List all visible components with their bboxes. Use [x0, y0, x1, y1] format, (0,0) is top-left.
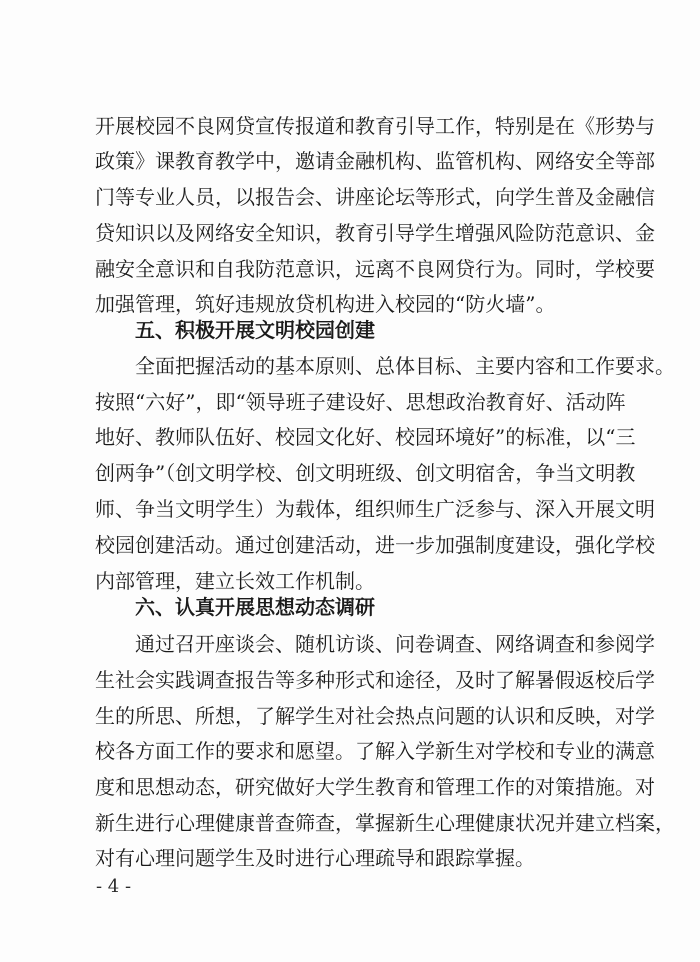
paragraph-line: 创两争”（创文明学校、创文明班级、创文明宿舍，争当文明教 — [95, 461, 636, 485]
page-number: - 4 - — [96, 876, 132, 897]
paragraph-line: 对有心理问题学生及时进行心理疏导和跟踪掌握。 — [95, 846, 535, 870]
paragraph-line: 校园创建活动。通过创建活动，进一步加强制度建设，强化学校 — [95, 533, 655, 557]
paragraph-line: 地好、教师队伍好、校园文化好、校园环境好”的标准，以“三 — [95, 425, 636, 449]
paragraph-line: 融安全意识和自我防范意识，远离不良网贷行为。同时，学校要 — [95, 257, 655, 281]
paragraph-line: 按照“六好”，即“领导班子建设好、思想政治教育好、活动阵 — [95, 390, 626, 414]
paragraph-line: 政策》课教育教学中，邀请金融机构、监管机构、网络安全等部 — [95, 149, 655, 173]
paragraph-line: 内部管理，建立长效工作机制。 — [95, 569, 375, 593]
paragraph-line: 新生进行心理健康普查筛查，掌握新生心理健康状况并建立档案， — [95, 811, 675, 835]
paragraph-line: 生的所思、所想，了解学生对社会热点问题的认识和反映，对学 — [95, 704, 655, 728]
paragraph-line: 校各方面工作的要求和愿望。了解入学新生对学校和专业的满意 — [95, 739, 655, 763]
section-heading: 六、认真开展思想动态调研 — [135, 595, 375, 619]
paragraph-line: 通过召开座谈会、随机访谈、问卷调查、网络调查和参阅学 — [135, 632, 655, 656]
paragraph-line: 加强管理，筑好违规放贷机构进入校园的“防火墙”。 — [95, 292, 556, 316]
paragraph-line: 全面把握活动的基本原则、总体目标、主要内容和工作要求。 — [135, 354, 675, 378]
paragraph-line: 门等专业人员，以报告会、讲座论坛等形式，向学生普及金融信 — [95, 185, 655, 209]
paragraph-line: 生社会实践调查报告等多种形式和途径，及时了解暑假返校后学 — [95, 668, 655, 692]
paragraph-line: 师、争当文明学生）为载体，组织师生广泛参与、深入开展文明 — [95, 497, 655, 521]
paragraph-line: 开展校园不良网贷宣传报道和教育引导工作，特别是在《形势与 — [95, 114, 655, 138]
section-heading: 五、积极开展文明校园创建 — [135, 318, 375, 342]
paragraph-line: 贷知识以及网络安全知识，教育引导学生增强风险防范意识、金 — [95, 221, 655, 245]
paragraph-line: 度和思想动态，研究做好大学生教育和管理工作的对策措施。对 — [95, 775, 655, 799]
